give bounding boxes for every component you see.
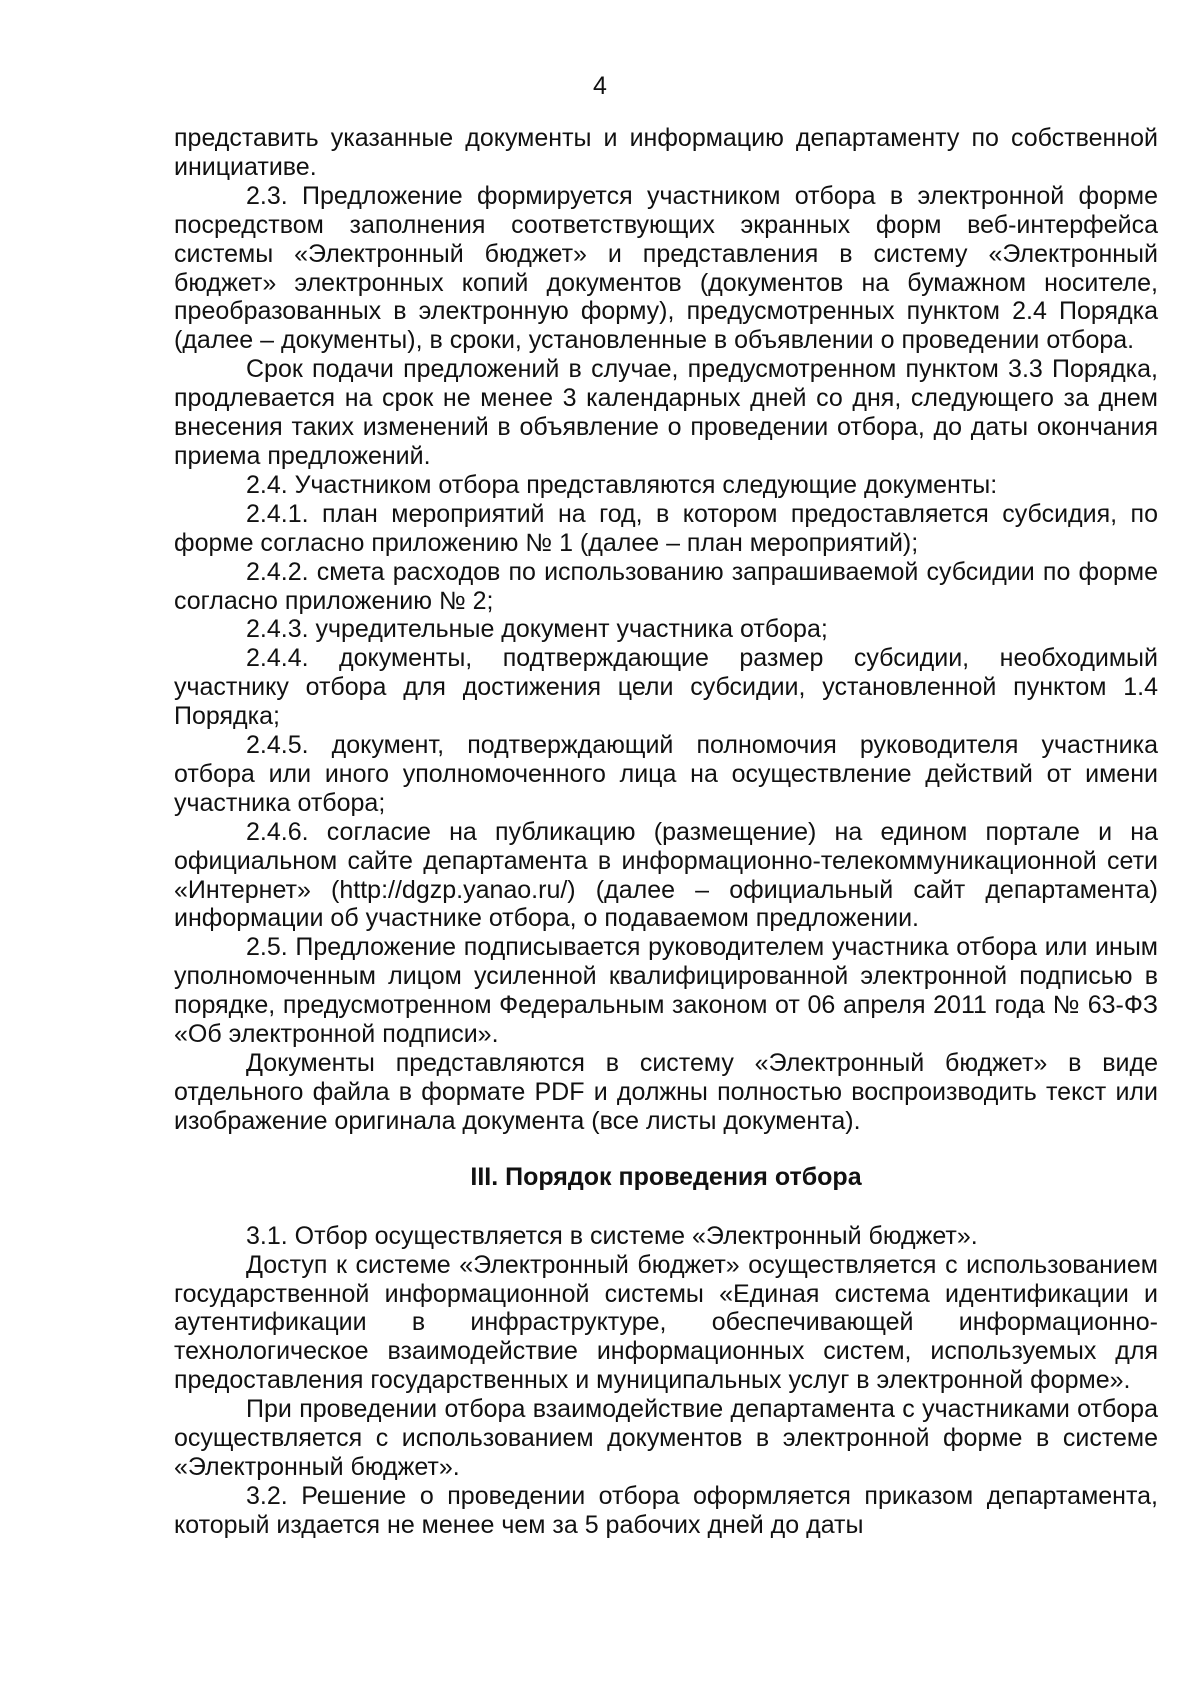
- paragraph-3-2: 3.2. Решение о проведении отбора оформляется приказом департамента, который издается не менее чем за 5 рабочих дней до даты: [174, 1481, 1158, 1539]
- document-body: [174, 124, 1158, 1540]
- section-heading: III. Порядок проведения отбора: [470, 1162, 862, 1191]
- paragraph-2-4-4: 2.4.4. документы, подтверждающие размер субсидии, необходимый участнику отбора для достижения цели субсидии, установленной пунктом 1.4 Порядка;: [174, 644, 1158, 731]
- paragraph-2-4-6: 2.4.6. согласие на публикацию (размещение) на едином портале и на официальном сайте департамента в информационно-телекоммуникационной сети «Интернет» (http://dgzp.yanao.ru/) (далее – официальный сайт департамента) информации об участнике отбора, о подаваемом предложении.: [174, 817, 1158, 933]
- paragraph-continuation: представить указанные документы и информацию департаменту по собственной инициативе.: [174, 124, 1158, 181]
- paragraph-deadline-extension: Срок подачи предложений в случае, предусмотренном пунктом 3.3 Порядка, продлевается на срок не менее 3 календарных дней со дня, следующего за днем внесения таких изменений в объявление о проведении отбора, до даты окончания приема предложений.: [174, 355, 1158, 470]
- paragraph-2-4-5: 2.4.5. документ, подтверждающий полномочия руководителя участника отбора или иного уполномоченного лица на осуществление действий от имени участника отбора;: [174, 731, 1158, 817]
- paragraph-2-3: 2.3. Предложение формируется участником отбора в электронной форме посредством заполнения соответствующих экранных форм веб-интерфейса системы «Электронный бюджет» и представления в систему «Электронный бюджет» электронных копий документов (документов на бумажном носителе, преобразованных в электронную форму), предусмотренных пунктом 2.4 Порядка (далее – документы), в сроки, установленные в объявлении о проведении отбора.: [174, 181, 1158, 355]
- paragraph-2-4-1: 2.4.1. план мероприятий на год, в котором предоставляется субсидия, по форме согласно приложению № 1 (далее – план мероприятий);: [174, 499, 1158, 557]
- paragraph-2-4-3: 2.4.3. учредительные документ участника отбора;: [246, 615, 828, 644]
- paragraph-documents-pdf: Документы представляются в систему «Электронный бюджет» в виде отдельного файла в формате PDF и должны полностью воспроизводить текст или изображение оригинала документа (все листы документа).: [174, 1049, 1158, 1135]
- page-number: 4: [593, 72, 607, 100]
- paragraph-3-1: 3.1. Отбор осуществляется в системе «Электронный бюджет».: [246, 1221, 978, 1250]
- paragraph-interaction: При проведении отбора взаимодействие департамента с участниками отбора осуществляется с использованием документов в электронной форме в системе «Электронный бюджет».: [174, 1395, 1158, 1481]
- paragraph-system-access: Доступ к системе «Электронный бюджет» осуществляется с использованием государственной информационной системы «Единая система идентификации и аутентификации в инфраструктуре, обеспечивающей информационно-технологическое взаимодействие информационных систем, используемых для предоставления государственных и муниципальных услуг в электронной форме».: [174, 1250, 1158, 1395]
- paragraph-2-4-2: 2.4.2. смета расходов по использованию запрашиваемой субсидии по форме согласно приложению № 2;: [174, 557, 1158, 615]
- paragraph-2-5: 2.5. Предложение подписывается руководителем участника отбора или иным уполномоченным лицом усиленной квалифицированной электронной подписью в порядке, предусмотренном Федеральным законом от 06 апреля 2011 года № 63-ФЗ «Об электронной подписи».: [174, 933, 1158, 1049]
- paragraph-2-4: 2.4. Участником отбора представляются следующие документы:: [246, 470, 998, 499]
